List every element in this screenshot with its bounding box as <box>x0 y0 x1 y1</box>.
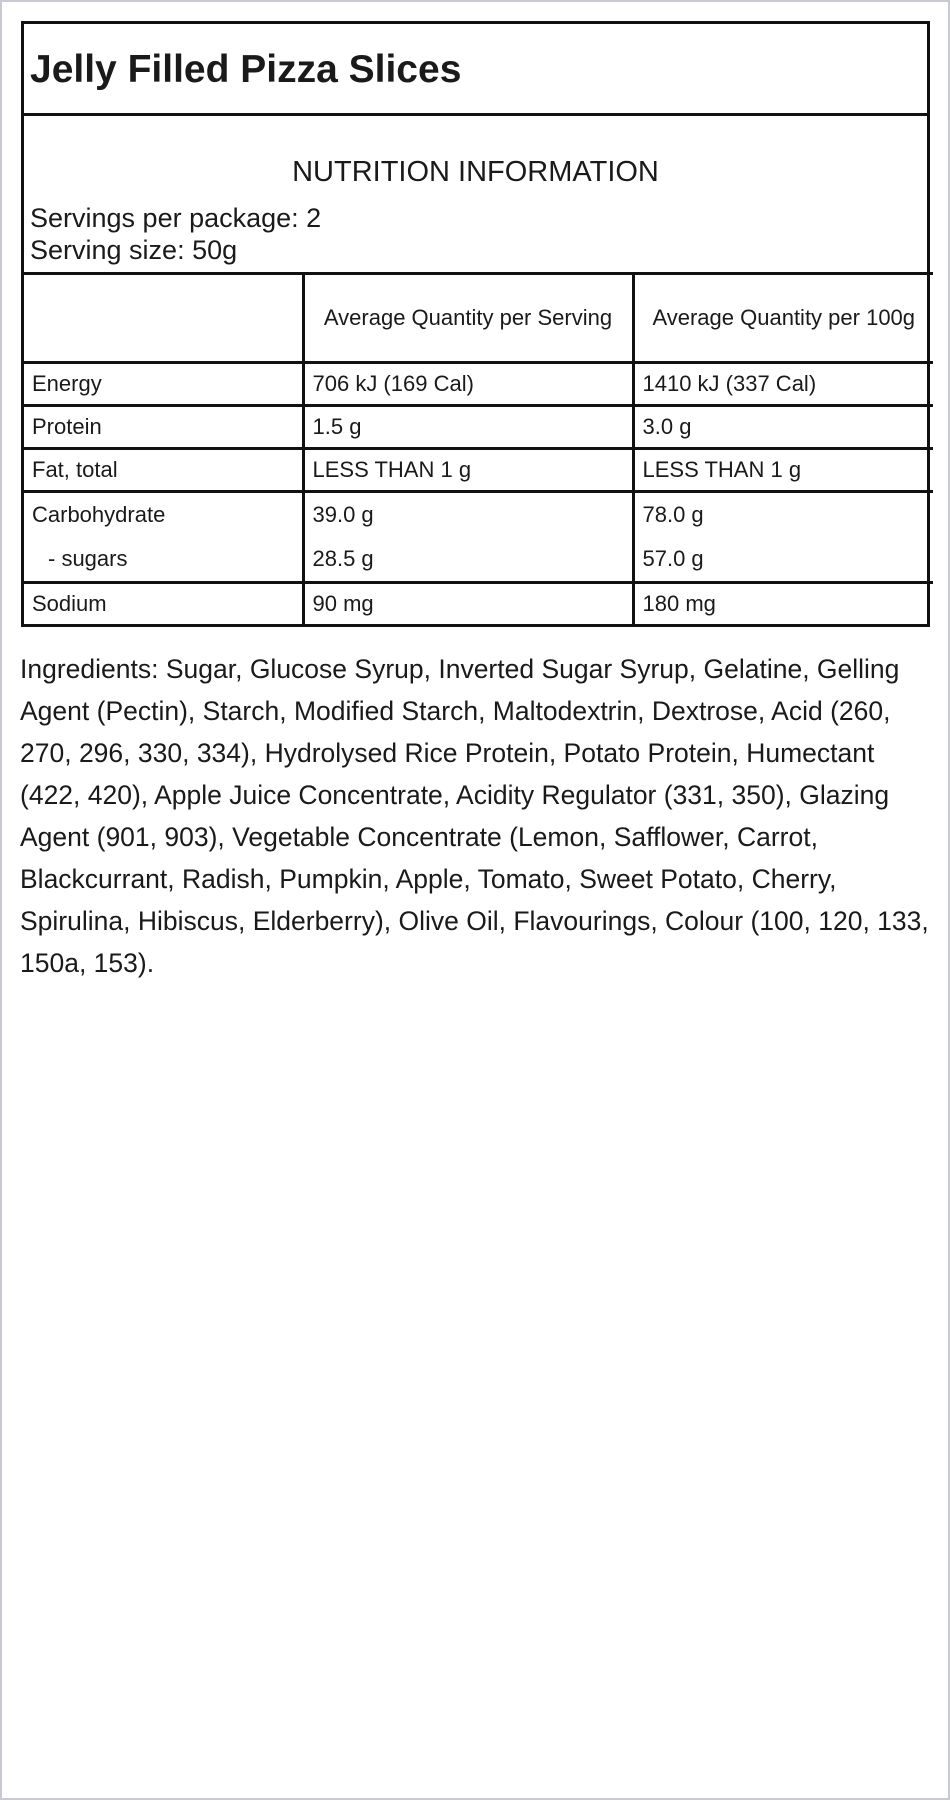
per-serving-value: 1.5 g <box>303 406 633 449</box>
servings-per-package: Servings per package: 2 <box>30 203 322 233</box>
per-100g-value: 180 mg <box>633 583 933 625</box>
header-per-serving: Average Quantity per Serving <box>303 274 633 363</box>
per-100g-value: LESS THAN 1 g <box>633 449 933 492</box>
nutrition-table <box>24 272 933 624</box>
carbohydrate-label: Carbohydrate <box>32 502 166 527</box>
table-header-row <box>24 274 933 363</box>
nutrition-heading: NUTRITION INFORMATION <box>292 156 659 188</box>
header-nutrient <box>24 274 303 363</box>
per-serving-value: 90 mg <box>303 583 633 625</box>
nutrient-name: Energy <box>24 363 303 406</box>
table-row <box>24 492 933 583</box>
ingredients-text: Ingredients: Sugar, Glucose Syrup, Inverted Sugar Syrup, Gelatine, Gelling Agent (Pectin), Starch, Modified Starch, Maltodextrin, Dextrose, Acid (260, 270, 296, 330, 334), Hydrolysed Rice Protein, Potato Protein, Humectant (422, 420), Apple Juice Concentrate, Acidity Regulator (331, 350), Glazing Agent (901, 903), Vegetable Concentrate (Lemon, Safflower, Carrot, Blackcurrant, Radish, Pumpkin, Apple, Tomato, Sweet Potato, Cherry, Spirulina, Hibiscus, Elderberry), Olive Oil, Flavourings, Colour (100, 120, 133, 150a, 153). <box>20 654 929 978</box>
table-row <box>24 363 933 406</box>
per-serving-value: 706 kJ (169 Cal) <box>303 363 633 406</box>
servings-info <box>24 194 927 272</box>
serving-size: Serving size: 50g <box>30 235 238 265</box>
nutrition-panel <box>21 21 930 627</box>
sugars-per-100g: 57.0 g <box>642 546 704 571</box>
nutrient-name <box>24 492 303 583</box>
per-serving-value: LESS THAN 1 g <box>303 449 633 492</box>
per-serving-value <box>303 492 633 583</box>
sugars-per-serving: 28.5 g <box>312 546 374 571</box>
carbohydrate-per-100g: 78.0 g <box>642 502 704 527</box>
product-title: Jelly Filled Pizza Slices <box>24 24 927 116</box>
nutrient-name: Fat, total <box>24 449 303 492</box>
per-100g-value: 1410 kJ (337 Cal) <box>633 363 933 406</box>
header-per-100g: Average Quantity per 100g <box>633 274 933 363</box>
nutrient-name: Sodium <box>24 583 303 625</box>
table-row <box>24 583 933 625</box>
per-100g-value: 3.0 g <box>633 406 933 449</box>
sugars-label: - sugars <box>48 546 128 571</box>
nutrient-name: Protein <box>24 406 303 449</box>
table-row <box>24 449 933 492</box>
table-row <box>24 406 933 449</box>
per-100g-value <box>633 492 933 583</box>
carbohydrate-per-serving: 39.0 g <box>312 502 374 527</box>
